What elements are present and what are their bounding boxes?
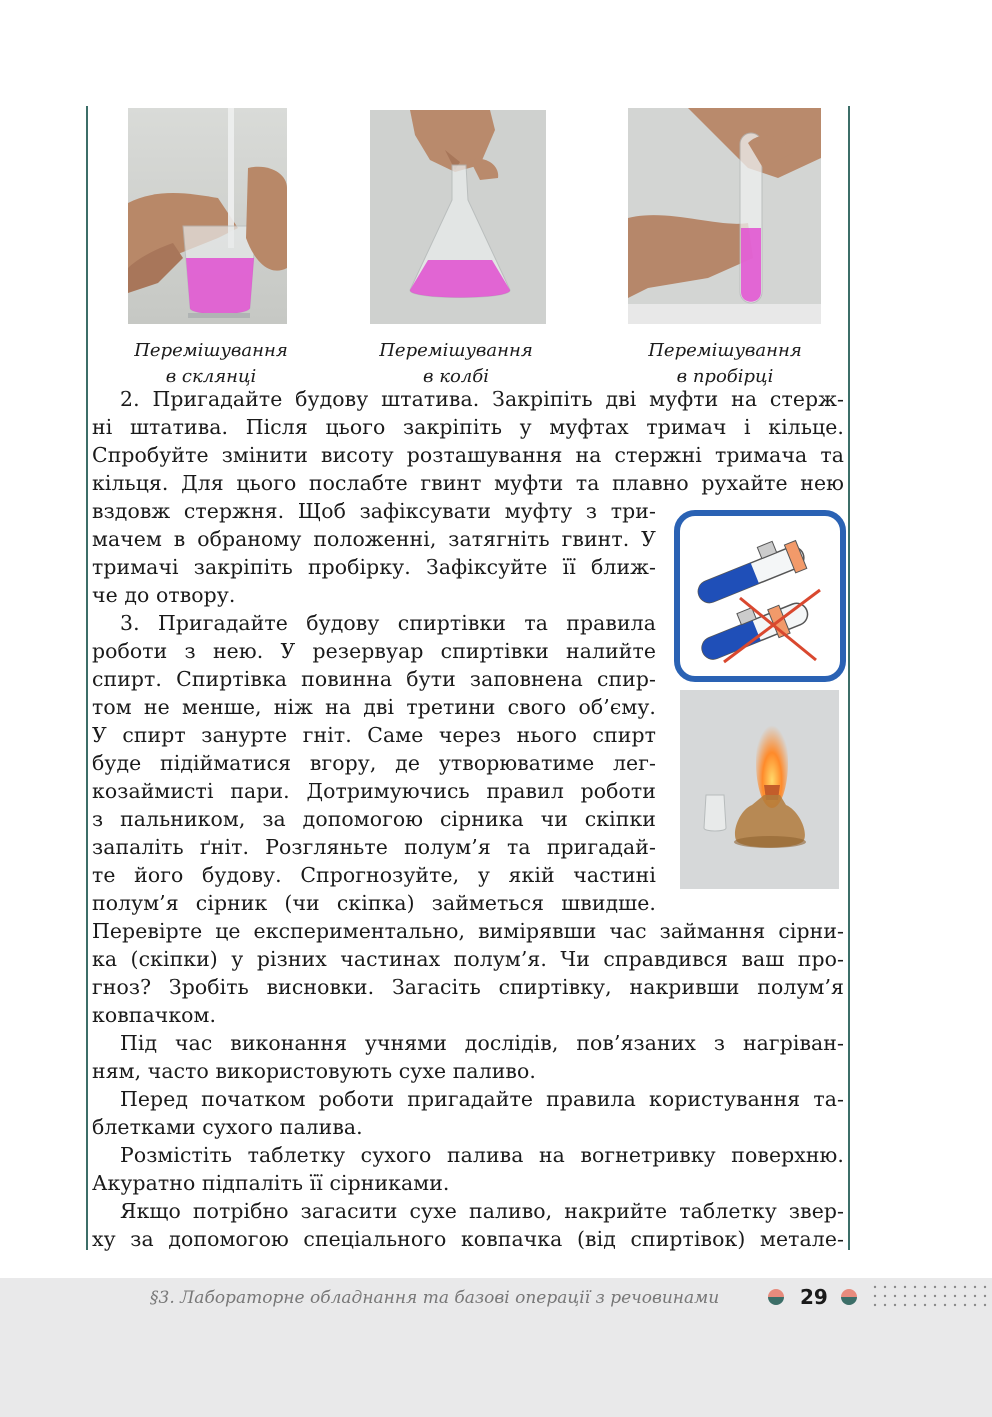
text-line: Розмістіть таблетку сухого палива на вогнетривку поверхню. <box>120 1143 844 1167</box>
text-line: вздовж стержня. Щоб зафіксувати муфту з три- <box>92 499 656 523</box>
photo-spirit-lamp <box>680 690 839 889</box>
text-line: полум’я сірник (чи скіпка) займеться швидше. <box>92 891 656 915</box>
footer-dot-pattern <box>872 1284 992 1310</box>
footer-dot-left <box>768 1289 784 1305</box>
text-line: ням, часто використовують сухе паливо. <box>92 1059 536 1083</box>
text-line: Перед початком роботи пригадайте правила користування та- <box>120 1087 844 1111</box>
text-line: мачем в обраному положенні, затягніть гвинт. У <box>92 527 656 551</box>
text-line: че до отвору. <box>92 583 236 607</box>
test-tube-angle-illustration <box>674 510 846 682</box>
text-line: кільця. Для цього послабте гвинт муфти та плавно рухайте нею <box>92 471 844 495</box>
photo-beaker <box>128 108 287 324</box>
caption-line: в склянці <box>165 366 257 387</box>
text-line: те його будову. Спрогнозуйте, у якій частині <box>92 863 656 887</box>
caption-line: в пробірці <box>676 366 774 387</box>
text-line: з пальником, за допомогою сірника чи скіпки <box>92 807 656 831</box>
text-line: спирт. Спиртівка повинна бути заповнена спир- <box>92 667 656 691</box>
text-line: ковпачком. <box>92 1003 217 1027</box>
text-line: ка (скіпки) у різних частинах полум’я. Чи справдився ваш про- <box>92 947 844 971</box>
text-line: буде підійматися вгору, де утворюватиме лег- <box>92 751 656 775</box>
caption-line: Перемішування <box>134 340 288 361</box>
text-line: блетками сухого палива. <box>92 1115 363 1139</box>
text-line: 2. Пригадайте будову штатива. Закріпіть дві муфти на стерж- <box>120 387 844 411</box>
text-line: козаймисті пари. Дотримуючись правил роботи <box>92 779 656 803</box>
photo-flask <box>370 110 546 324</box>
text-line: Акуратно підпаліть її сірниками. <box>92 1171 450 1195</box>
text-line: Під час виконання учнями дослідів, пов’язаних з нагріван- <box>120 1031 844 1055</box>
caption-line: Перемішування <box>379 340 533 361</box>
page-number: 29 <box>800 1285 828 1309</box>
text-line: 3. Пригадайте будову спиртівки та правила <box>120 611 656 635</box>
text-line: Якщо потрібно загасити сухе паливо, накрийте таблетку звер- <box>120 1199 844 1223</box>
text-line: Перевірте це експериментально, вимірявши час займання сірни- <box>92 919 844 943</box>
left-margin-rule <box>86 106 88 1250</box>
text-line: У спирт занурте гніт. Саме через нього спирт <box>92 723 656 747</box>
caption-test-tube <box>620 338 830 390</box>
photo-test-tube <box>628 108 821 324</box>
footer-section-title: §3. Лабораторне обладнання та базові операції з речовинами <box>150 1288 720 1308</box>
caption-line: Перемішування <box>648 340 802 361</box>
text-line: Спробуйте змінити висоту розташування на стержні тримача та <box>92 443 844 467</box>
text-line: гноз? Зробіть висновки. Загасіть спиртівку, накривши полум’я <box>92 975 844 999</box>
right-margin-rule <box>848 106 850 1250</box>
caption-beaker <box>106 338 316 390</box>
text-line: запаліть ґніт. Розгляньте полум’я та пригадай- <box>92 835 656 859</box>
text-line: тримачі закріпіть пробірку. Зафіксуйте її ближ- <box>92 555 656 579</box>
text-line: роботи з нею. У резервуар спиртівки налийте <box>92 639 656 663</box>
caption-line: в колбі <box>423 366 489 387</box>
text-line: том не менше, ніж на дві третини свого об’єму. <box>92 695 656 719</box>
footer-dot-right <box>841 1289 857 1305</box>
caption-flask <box>351 338 561 390</box>
text-line: ху за допомогою спеціального ковпачка (від спиртівок) метале- <box>92 1227 844 1251</box>
text-line: ні штатива. Після цього закріпіть у муфтах тримач і кільце. <box>92 415 844 439</box>
